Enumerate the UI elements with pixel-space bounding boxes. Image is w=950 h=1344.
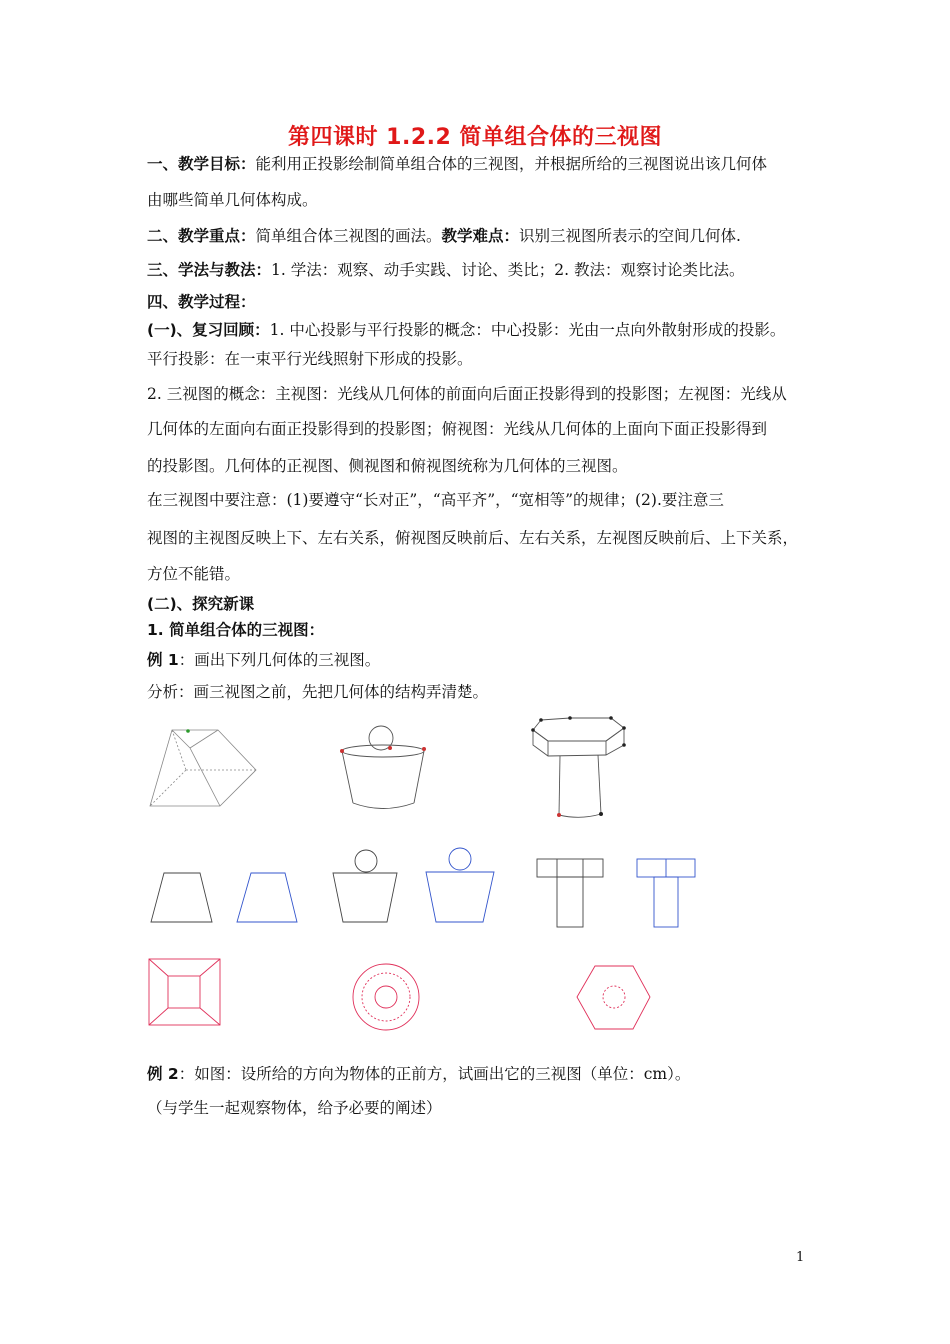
example-1-analysis: 分析：画三视图之前，先把几何体的结构弄清楚。 [147, 683, 489, 701]
sphere-frustum-perspective [340, 726, 426, 809]
review-text-3: 2. 三视图的概念：主视图：光线从几何体的前面向后面正投影得到的投影图；左视图：光线从 [147, 385, 787, 403]
review-text-7: 视图的主视图反映上下、左右关系，俯视图反映前后、左右关系，左视图反映前后、上下关系， [147, 529, 799, 547]
difficulty-text: 识别三视图所表示的空间几何体. [519, 227, 741, 245]
objective-text-2: 由哪些简单几何体构成。 [147, 191, 318, 209]
example-2-label: 例 2 [147, 1065, 179, 1083]
review-text-2: 平行投影：在一束平行光线照射下形成的投影。 [147, 350, 473, 368]
frustum-perspective [150, 729, 256, 806]
sphere-frustum-top-view [353, 964, 419, 1030]
objective-text-1: 能利用正投影绘制简单组合体的三视图，并根据所给的三视图说出该几何体 [255, 155, 768, 173]
methods-text: 1. 学法：观察、动手实践、讨论、类比；2. 教法：观察讨论类比法。 [271, 261, 745, 279]
hexprism-cylinder-perspective [531, 716, 626, 817]
hexprism-cylinder-side-view [637, 859, 695, 927]
frustum-front-view [151, 873, 212, 922]
key-point-text: 简单组合体三视图的画法。 [255, 227, 442, 245]
difficulty-heading: 教学难点： [441, 227, 520, 245]
sphere-frustum-side-view [426, 848, 494, 922]
methods-line [147, 260, 827, 280]
review-text-4: 几何体的左面向右面正投影得到的投影图；俯视图：光线从几何体的上面向下面正投影得到 [147, 420, 768, 438]
review-text-8: 方位不能错。 [147, 565, 241, 583]
review-line-1 [147, 320, 827, 340]
key-points-line [147, 226, 827, 246]
explore-heading: (二)、探究新课 [147, 595, 255, 613]
process-heading: 四、教学过程： [147, 293, 256, 311]
hexprism-cylinder-front-view [537, 859, 603, 927]
example-2-note: （与学生一起观察物体，给予必要的阐述） [147, 1099, 442, 1117]
example-2-text: ：如图：设所给的方向为物体的正前方，试画出它的三视图（单位：cm）。 [178, 1065, 691, 1083]
key-point-heading: 二、教学重点： [147, 227, 256, 245]
three-view-figures [140, 710, 700, 1040]
review-text-1: 1. 中心投影与平行投影的概念：中心投影：光由一点向外散射形成的投影。 [269, 321, 786, 339]
frustum-side-view [237, 873, 297, 922]
example-1-text: ：画出下列几何体的三视图。 [178, 651, 381, 669]
explore-subheading: 1. 简单组合体的三视图： [147, 621, 325, 639]
review-text-5: 的投影图。几何体的正视图、侧视图和俯视图统称为几何体的三视图。 [147, 457, 628, 475]
hexprism-cylinder-top-view [577, 966, 650, 1029]
sphere-frustum-front-view [333, 850, 397, 922]
methods-heading: 三、学法与教法： [147, 261, 272, 279]
review-heading: (一)、复习回顾： [147, 321, 270, 339]
page-number: 1 [796, 1250, 805, 1265]
example-1-line [147, 650, 827, 670]
example-2-line [147, 1064, 827, 1084]
example-1-label: 例 1 [147, 651, 179, 669]
objective-heading: 一、教学目标： [147, 155, 256, 173]
review-text-6: 在三视图中要注意：(1)要遵守“长对正”，“高平齐”，“宽相等”的规律；(2).要注意三 [147, 491, 724, 509]
frustum-top-view [149, 959, 220, 1025]
page-title: 第四课时 1.2.2 简单组合体的三视图 [288, 125, 662, 150]
objective-line-1 [147, 154, 827, 174]
